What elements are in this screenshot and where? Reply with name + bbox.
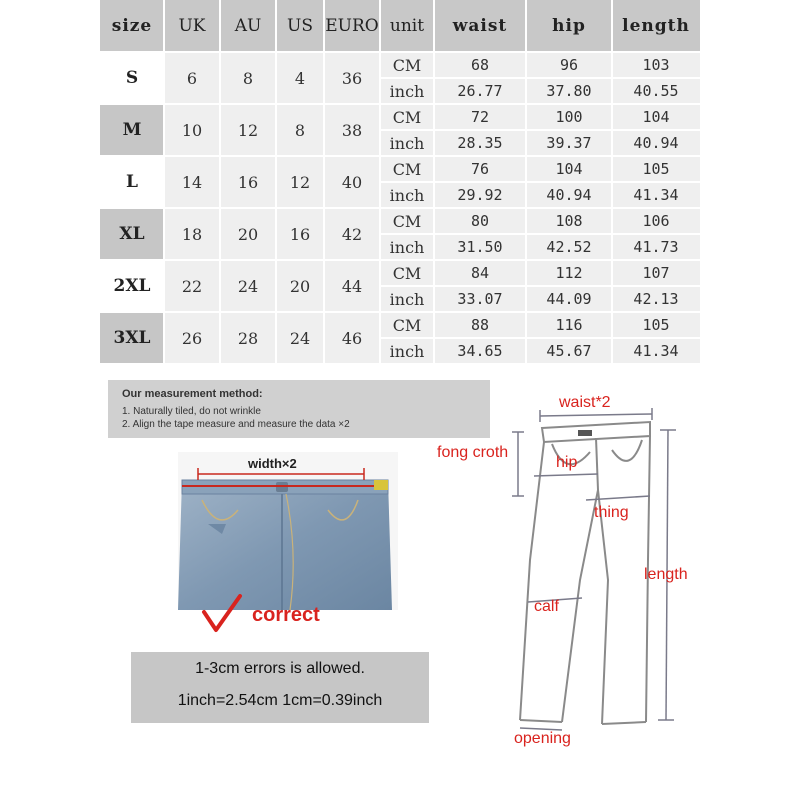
length-value-cell: 103 bbox=[612, 52, 700, 78]
hip-value-cell: 45.67 bbox=[526, 338, 612, 364]
table-header-4: EURO bbox=[324, 0, 380, 52]
length-value-cell: 40.55 bbox=[612, 78, 700, 104]
hip-value-cell: 42.52 bbox=[526, 234, 612, 260]
waist-value-cell: 33.07 bbox=[434, 286, 526, 312]
length-label: length bbox=[644, 566, 688, 583]
length-value-cell: 41.34 bbox=[612, 182, 700, 208]
size-conversion-cell: 14 bbox=[164, 156, 220, 208]
length-value-cell: 41.73 bbox=[612, 234, 700, 260]
unit-cell: CM bbox=[380, 156, 434, 182]
size-conversion-cell: 6 bbox=[164, 52, 220, 104]
method-step-1: 1. Naturally tiled, do not wrinkle bbox=[122, 406, 261, 417]
size-cell: 2XL bbox=[100, 260, 164, 312]
waist-value-cell: 72 bbox=[434, 104, 526, 130]
size-cell: L bbox=[100, 156, 164, 208]
table-header-7: hip bbox=[526, 0, 612, 52]
hip-value-cell: 104 bbox=[526, 156, 612, 182]
length-value-cell: 106 bbox=[612, 208, 700, 234]
unit-cell: CM bbox=[380, 312, 434, 338]
unit-cell: inch bbox=[380, 286, 434, 312]
size-conversion-cell: 20 bbox=[220, 208, 276, 260]
size-conversion-cell: 24 bbox=[276, 312, 324, 364]
method-step-2: 2. Align the tape measure and measure the data ×2 bbox=[122, 419, 350, 430]
length-value-cell: 104 bbox=[612, 104, 700, 130]
hip-value-cell: 116 bbox=[526, 312, 612, 338]
tolerance-note: 1-3cm errors is allowed. bbox=[195, 660, 365, 677]
table-header-6: waist bbox=[434, 0, 526, 52]
table-gridline bbox=[100, 363, 700, 365]
table-gridline bbox=[100, 155, 700, 157]
size-conversion-cell: 24 bbox=[220, 260, 276, 312]
length-value-cell: 107 bbox=[612, 260, 700, 286]
unit-cell: CM bbox=[380, 104, 434, 130]
length-value-cell: 40.94 bbox=[612, 130, 700, 156]
waist-value-cell: 28.35 bbox=[434, 130, 526, 156]
table-gridline bbox=[100, 51, 700, 53]
size-conversion-cell: 42 bbox=[324, 208, 380, 260]
jeans-waist-photo bbox=[178, 452, 398, 610]
unit-cell: inch bbox=[380, 130, 434, 156]
size-cell: S bbox=[100, 52, 164, 104]
table-gridline bbox=[100, 207, 700, 209]
table-header-5: unit bbox=[380, 0, 434, 52]
table-gridline bbox=[323, 0, 325, 364]
size-conversion-cell: 18 bbox=[164, 208, 220, 260]
waist-label: waist*2 bbox=[559, 394, 611, 411]
size-cell: 3XL bbox=[100, 312, 164, 364]
size-conversion-cell: 8 bbox=[220, 52, 276, 104]
table-header-1: UK bbox=[164, 0, 220, 52]
table-subrow-line bbox=[380, 285, 700, 287]
method-title: Our measurement method: bbox=[122, 388, 263, 400]
size-conversion-cell: 12 bbox=[276, 156, 324, 208]
table-gridline bbox=[100, 103, 700, 105]
size-conversion-cell: 16 bbox=[276, 208, 324, 260]
size-conversion-cell: 4 bbox=[276, 52, 324, 104]
unit-cell: inch bbox=[380, 78, 434, 104]
size-conversion-cell: 16 bbox=[220, 156, 276, 208]
length-value-cell: 42.13 bbox=[612, 286, 700, 312]
unit-cell: inch bbox=[380, 182, 434, 208]
unit-cell: inch bbox=[380, 338, 434, 364]
unit-cell: CM bbox=[380, 208, 434, 234]
table-subrow-line bbox=[380, 337, 700, 339]
hip-value-cell: 112 bbox=[526, 260, 612, 286]
table-gridline bbox=[219, 0, 221, 364]
length-value-cell: 41.34 bbox=[612, 338, 700, 364]
size-conversion-cell: 36 bbox=[324, 52, 380, 104]
notes-box bbox=[131, 652, 429, 723]
size-conversion-cell: 12 bbox=[220, 104, 276, 156]
pants-measurement-diagram bbox=[437, 380, 800, 780]
waist-value-cell: 80 bbox=[434, 208, 526, 234]
waist-value-cell: 26.77 bbox=[434, 78, 526, 104]
size-conversion-cell: 38 bbox=[324, 104, 380, 156]
thing-label: thing bbox=[594, 504, 629, 521]
size-cell: XL bbox=[100, 208, 164, 260]
table-header-8: length bbox=[612, 0, 700, 52]
hip-value-cell: 96 bbox=[526, 52, 612, 78]
table-gridline bbox=[100, 311, 700, 313]
measurement-method-box bbox=[108, 380, 490, 438]
hip-value-cell: 100 bbox=[526, 104, 612, 130]
unit-cell: CM bbox=[380, 52, 434, 78]
size-conversion-cell: 10 bbox=[164, 104, 220, 156]
table-gridline bbox=[163, 0, 165, 364]
length-value-cell: 105 bbox=[612, 312, 700, 338]
correct-label: correct bbox=[252, 604, 320, 626]
size-conversion-cell: 26 bbox=[164, 312, 220, 364]
size-chart-table bbox=[100, 0, 700, 361]
check-mark-icon bbox=[200, 594, 244, 634]
opening-label: opening bbox=[514, 730, 571, 747]
waist-value-cell: 76 bbox=[434, 156, 526, 182]
waist-value-cell: 84 bbox=[434, 260, 526, 286]
table-header-0: size bbox=[100, 0, 164, 52]
waist-value-cell: 68 bbox=[434, 52, 526, 78]
table-header-2: AU bbox=[220, 0, 276, 52]
waist-value-cell: 29.92 bbox=[434, 182, 526, 208]
table-subrow-line bbox=[380, 233, 700, 235]
table-subrow-line bbox=[380, 129, 700, 131]
size-conversion-cell: 44 bbox=[324, 260, 380, 312]
hip-value-cell: 108 bbox=[526, 208, 612, 234]
size-conversion-cell: 20 bbox=[276, 260, 324, 312]
size-conversion-cell: 28 bbox=[220, 312, 276, 364]
waist-value-cell: 31.50 bbox=[434, 234, 526, 260]
conversion-note: 1inch=2.54cm 1cm=0.39inch bbox=[177, 692, 383, 709]
size-conversion-cell: 46 bbox=[324, 312, 380, 364]
unit-cell: inch bbox=[380, 234, 434, 260]
hip-value-cell: 40.94 bbox=[526, 182, 612, 208]
hip-value-cell: 39.37 bbox=[526, 130, 612, 156]
table-subrow-line bbox=[380, 181, 700, 183]
width-label: width×2 bbox=[248, 456, 297, 471]
table-subrow-line bbox=[380, 77, 700, 79]
hip-label: hip bbox=[556, 454, 578, 471]
hip-value-cell: 44.09 bbox=[526, 286, 612, 312]
length-value-cell: 105 bbox=[612, 156, 700, 182]
waist-value-cell: 34.65 bbox=[434, 338, 526, 364]
table-gridline bbox=[100, 259, 700, 261]
table-header-3: US bbox=[276, 0, 324, 52]
hip-value-cell: 37.80 bbox=[526, 78, 612, 104]
calf-label: calf bbox=[534, 598, 559, 615]
size-cell: M bbox=[100, 104, 164, 156]
waist-value-cell: 88 bbox=[434, 312, 526, 338]
table-gridline bbox=[275, 0, 277, 364]
fong-croth-label: fong croth bbox=[437, 444, 509, 461]
size-conversion-cell: 8 bbox=[276, 104, 324, 156]
size-conversion-cell: 22 bbox=[164, 260, 220, 312]
size-conversion-cell: 40 bbox=[324, 156, 380, 208]
unit-cell: CM bbox=[380, 260, 434, 286]
